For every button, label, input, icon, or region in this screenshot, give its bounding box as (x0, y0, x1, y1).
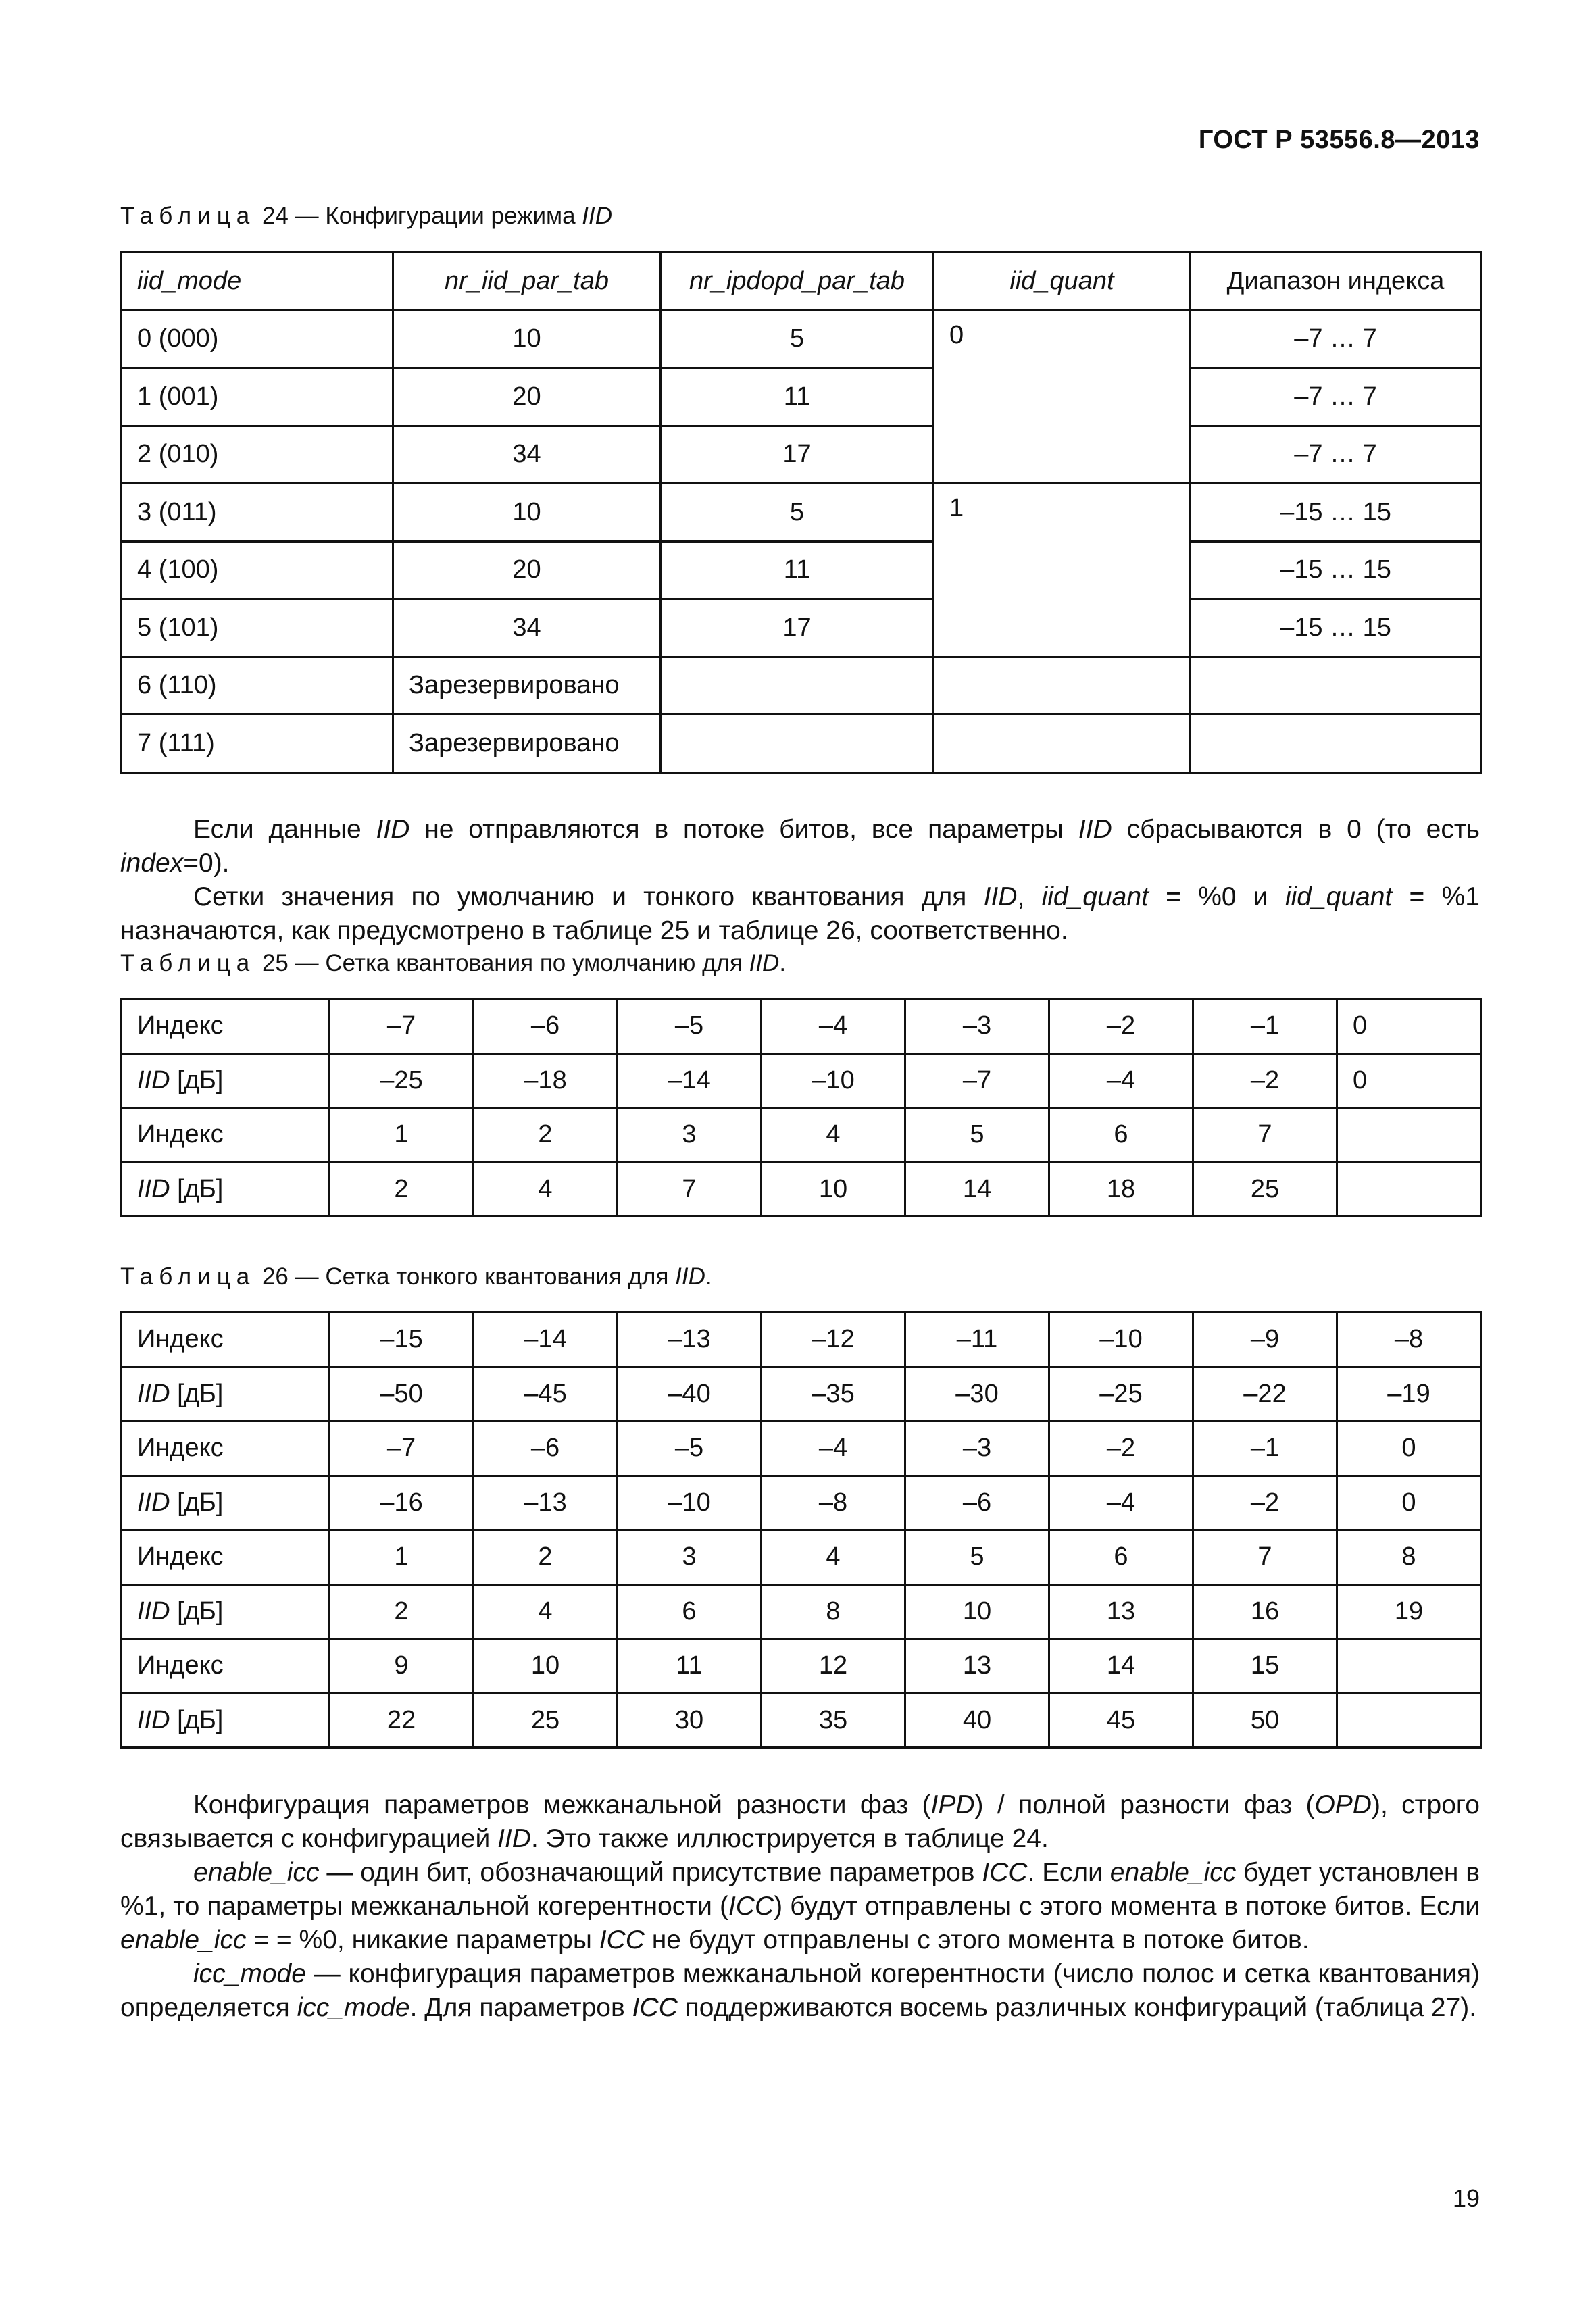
table-cell: 13 (905, 1639, 1049, 1694)
table-cell: –2 (1193, 1053, 1337, 1108)
table-cell: 6 (1049, 1530, 1193, 1585)
table-row (122, 1693, 1481, 1748)
table-cell: 4 (474, 1584, 618, 1639)
table-cell: 2 (474, 1108, 618, 1163)
table-cell: 45 (1049, 1693, 1193, 1748)
table-cell: 15 (1193, 1639, 1337, 1694)
table-cell: 11 (661, 541, 934, 599)
table-cell: –6 (474, 1422, 618, 1476)
table-cell: –5 (618, 999, 762, 1054)
table-cell: 7 (111) (122, 715, 393, 773)
row-label: IID [дБ] (122, 1053, 330, 1108)
table-cell: –7 (905, 1053, 1049, 1108)
text-block-iid (120, 813, 1480, 948)
table-cell: –30 (905, 1367, 1049, 1422)
table-cell: 3 (618, 1108, 762, 1163)
row-label: Индекс (122, 1639, 330, 1694)
table-cell: –3 (905, 999, 1049, 1054)
table-cell: 17 (661, 599, 934, 657)
table-row (122, 1639, 1481, 1694)
table-cell (661, 715, 934, 773)
table-26 (120, 1311, 1482, 1749)
table-cell: –2 (1049, 1422, 1193, 1476)
table-cell: –8 (762, 1476, 905, 1530)
table-label: Таблица (120, 1263, 256, 1290)
table-24-caption (120, 203, 612, 230)
table-cell-merged: 0 (934, 310, 1191, 484)
table-cell: –15 … 15 (1191, 599, 1481, 657)
page-number: 19 (1452, 2184, 1480, 2212)
table-cell: 10 (474, 1639, 618, 1694)
table-row (122, 715, 1481, 773)
document-header: ГОСТ Р 53556.8—2013 (1198, 126, 1480, 154)
table-cell: 5 (905, 1530, 1049, 1585)
caption-italic: IID (582, 203, 613, 229)
table-cell: –13 (474, 1476, 618, 1530)
table-row (122, 657, 1481, 715)
table-cell: –10 (1049, 1313, 1193, 1367)
table-cell: 34 (393, 426, 661, 484)
table-cell: –19 (1337, 1367, 1481, 1422)
table-cell: 9 (330, 1639, 474, 1694)
table-cell: 7 (1193, 1108, 1337, 1163)
table-cell: 2 (474, 1530, 618, 1585)
table-cell (1191, 657, 1481, 715)
paragraph: Если данные IID не отправляются в потоке битов, все параметры IID сбрасываются в 0 (то есть index=0). (120, 815, 1480, 878)
row-label: Индекс (122, 1422, 330, 1476)
table-cell: –18 (474, 1053, 618, 1108)
table-cell: –16 (330, 1476, 474, 1530)
table-cell: –7 … 7 (1191, 310, 1481, 368)
table-cell: –11 (905, 1313, 1049, 1367)
table-row (122, 541, 1481, 599)
table-cell: 3 (011) (122, 484, 393, 542)
caption-text: 26 — Сетка тонкого квантования для (255, 1263, 676, 1290)
paragraph: icc_mode — конфигурация параметров межканальной когерентности (число полос и сетка квантования) определяется icc_mode. Для параметров ICC поддерживаются восемь различных конфигураций (таблица 27). (120, 1959, 1480, 2022)
table-cell (661, 657, 934, 715)
paragraph: Сетки значения по умолчанию и тонкого квантования для IID, iid_quant = %0 и iid_quant = %1 назначаются, как предусмотрено в таблице 25 и таблице 26, соответственно. (120, 882, 1480, 945)
table-cell (1337, 1108, 1481, 1163)
table-cell-merged: 1 (934, 484, 1191, 657)
table-cell: 7 (1193, 1530, 1337, 1585)
table-cell (934, 715, 1191, 773)
table-row (122, 999, 1481, 1054)
table-cell: –4 (762, 999, 905, 1054)
table-cell: –6 (474, 999, 618, 1054)
table-cell: –7 … 7 (1191, 426, 1481, 484)
table-cell: –2 (1193, 1476, 1337, 1530)
table-cell: 0 (1337, 1476, 1481, 1530)
table-cell: –10 (618, 1476, 762, 1530)
table-cell: –3 (905, 1422, 1049, 1476)
table-cell: –8 (1337, 1313, 1481, 1367)
table-cell: 19 (1337, 1584, 1481, 1639)
table-cell: 6 (1049, 1108, 1193, 1163)
table-cell: 5 (101) (122, 599, 393, 657)
table-cell: Зарезервировано (393, 657, 661, 715)
table-row (122, 1367, 1481, 1422)
table-cell: –4 (762, 1422, 905, 1476)
table-cell: –50 (330, 1367, 474, 1422)
table-24 (120, 251, 1482, 774)
table-cell: 3 (618, 1530, 762, 1585)
header-iid-quant: iid_quant (934, 253, 1191, 311)
table-cell: 2 (330, 1162, 474, 1217)
table-cell: 22 (330, 1693, 474, 1748)
table-row (122, 1053, 1481, 1108)
table-cell: 10 (762, 1162, 905, 1217)
table-cell: 10 (393, 310, 661, 368)
table-cell (1191, 715, 1481, 773)
table-26-caption: Таблица 26 — Сетка тонкого квантования для IID. (120, 1263, 712, 1290)
row-label: Индекс (122, 999, 330, 1054)
table-cell: 5 (661, 484, 934, 542)
table-cell: –7 (330, 999, 474, 1054)
table-cell: 14 (1049, 1639, 1193, 1694)
table-cell: –7 (330, 1422, 474, 1476)
table-cell: –40 (618, 1367, 762, 1422)
caption-italic: IID (749, 950, 780, 976)
table-cell: 30 (618, 1693, 762, 1748)
table-cell: –4 (1049, 1053, 1193, 1108)
table-cell: 16 (1193, 1584, 1337, 1639)
caption-text: 24 — Конфигурации режима (255, 203, 582, 229)
table-cell: 0 (1337, 1422, 1481, 1476)
row-label: IID [дБ] (122, 1476, 330, 1530)
table-cell: 20 (393, 368, 661, 426)
table-row (122, 1313, 1481, 1367)
table-cell: 5 (905, 1108, 1049, 1163)
table-cell: 25 (1193, 1162, 1337, 1217)
table-cell: –1 (1193, 999, 1337, 1054)
table-cell (1337, 1693, 1481, 1748)
table-cell: 7 (618, 1162, 762, 1217)
table-row (122, 426, 1481, 484)
table-25-caption: Таблица 25 — Сетка квантования по умолчанию для IID. (120, 950, 787, 976)
table-cell: 35 (762, 1693, 905, 1748)
table-cell: 8 (762, 1584, 905, 1639)
table-cell: –25 (330, 1053, 474, 1108)
table-cell: 40 (905, 1693, 1049, 1748)
table-cell: 2 (010) (122, 426, 393, 484)
table-cell: 0 (1337, 999, 1481, 1054)
table-cell: 1 (330, 1108, 474, 1163)
table-cell: –2 (1049, 999, 1193, 1054)
table-cell (1337, 1162, 1481, 1217)
table-row (122, 310, 1481, 368)
row-label: IID [дБ] (122, 1162, 330, 1217)
table-cell: –6 (905, 1476, 1049, 1530)
table-cell: 8 (1337, 1530, 1481, 1585)
table-cell: –10 (762, 1053, 905, 1108)
table-row (122, 1584, 1481, 1639)
row-label: Индекс (122, 1530, 330, 1585)
table-cell: 5 (661, 310, 934, 368)
table-cell: 17 (661, 426, 934, 484)
table-cell: 0 (000) (122, 310, 393, 368)
table-row (122, 1476, 1481, 1530)
table-cell: –12 (762, 1313, 905, 1367)
table-row (122, 1108, 1481, 1163)
row-label: IID [дБ] (122, 1584, 330, 1639)
table-cell: 4 (762, 1530, 905, 1585)
paragraph: Конфигурация параметров межканальной разности фаз (IPD) / полной разности фаз (OPD), строго связывается с конфигурацией IID. Это также иллюстрируется в таблице 24. (120, 1790, 1480, 1853)
table-cell: 6 (110) (122, 657, 393, 715)
table-cell: 4 (100) (122, 541, 393, 599)
table-cell: 34 (393, 599, 661, 657)
table-cell: –35 (762, 1367, 905, 1422)
table-row (122, 599, 1481, 657)
table-cell: –13 (618, 1313, 762, 1367)
table-cell: 25 (474, 1693, 618, 1748)
table-cell: –5 (618, 1422, 762, 1476)
table-cell: –15 … 15 (1191, 484, 1481, 542)
header-nr-iid-par-tab: nr_iid_par_tab (393, 253, 661, 311)
table-cell: 14 (905, 1162, 1049, 1217)
caption-italic: IID (675, 1263, 705, 1290)
table-cell: 10 (905, 1584, 1049, 1639)
table-cell: –15 … 15 (1191, 541, 1481, 599)
table-row (122, 484, 1481, 542)
table-cell: 13 (1049, 1584, 1193, 1639)
table-cell: 1 (330, 1530, 474, 1585)
text-block-ipd-icc (120, 1788, 1480, 2025)
table-cell: 11 (618, 1639, 762, 1694)
table-cell: 4 (474, 1162, 618, 1217)
table-cell: –45 (474, 1367, 618, 1422)
table-row (122, 1422, 1481, 1476)
header-iid-mode: iid_mode (122, 253, 393, 311)
table-cell: –9 (1193, 1313, 1337, 1367)
row-label: IID [дБ] (122, 1693, 330, 1748)
table-cell: 18 (1049, 1162, 1193, 1217)
table-row (122, 1162, 1481, 1217)
table-cell: 50 (1193, 1693, 1337, 1748)
table-cell: –15 (330, 1313, 474, 1367)
table-cell: 10 (393, 484, 661, 542)
table-cell: –4 (1049, 1476, 1193, 1530)
table-cell: Зарезервировано (393, 715, 661, 773)
header-index-range: Диапазон индекса (1191, 253, 1481, 311)
table-row (122, 1530, 1481, 1585)
header-nr-ipdopd-par-tab: nr_ipdopd_par_tab (661, 253, 934, 311)
row-label: Индекс (122, 1108, 330, 1163)
row-label: Индекс (122, 1313, 330, 1367)
table-25 (120, 998, 1482, 1217)
paragraph: enable_icc — один бит, обозначающий присутствие параметров ICC. Если enable_icc будет установлен в %1, то параметры межканальной когерентности (ICC) будут отправлены с этого момента в потоке битов. Если enable_icc = = %0, никакие параметры ICC не будут отправлены с этого момента в потоке битов. (120, 1858, 1480, 1955)
table-cell: 4 (762, 1108, 905, 1163)
table-cell: –14 (474, 1313, 618, 1367)
table-cell: –1 (1193, 1422, 1337, 1476)
table-label: Таблица (120, 950, 256, 976)
table-cell: 0 (1337, 1053, 1481, 1108)
table-cell: –14 (618, 1053, 762, 1108)
table-cell: 6 (618, 1584, 762, 1639)
table-header-row (122, 253, 1481, 311)
caption-text: 25 — Сетка квантования по умолчанию для (255, 950, 749, 976)
table-cell: –22 (1193, 1367, 1337, 1422)
table-cell: –25 (1049, 1367, 1193, 1422)
table-cell: –7 … 7 (1191, 368, 1481, 426)
table-cell (934, 657, 1191, 715)
table-cell: 1 (001) (122, 368, 393, 426)
table-cell: 12 (762, 1639, 905, 1694)
table-cell: 20 (393, 541, 661, 599)
table-label: Таблица (120, 203, 256, 229)
table-cell: 11 (661, 368, 934, 426)
table-row (122, 368, 1481, 426)
row-label: IID [дБ] (122, 1367, 330, 1422)
table-cell (1337, 1639, 1481, 1694)
table-cell: 2 (330, 1584, 474, 1639)
